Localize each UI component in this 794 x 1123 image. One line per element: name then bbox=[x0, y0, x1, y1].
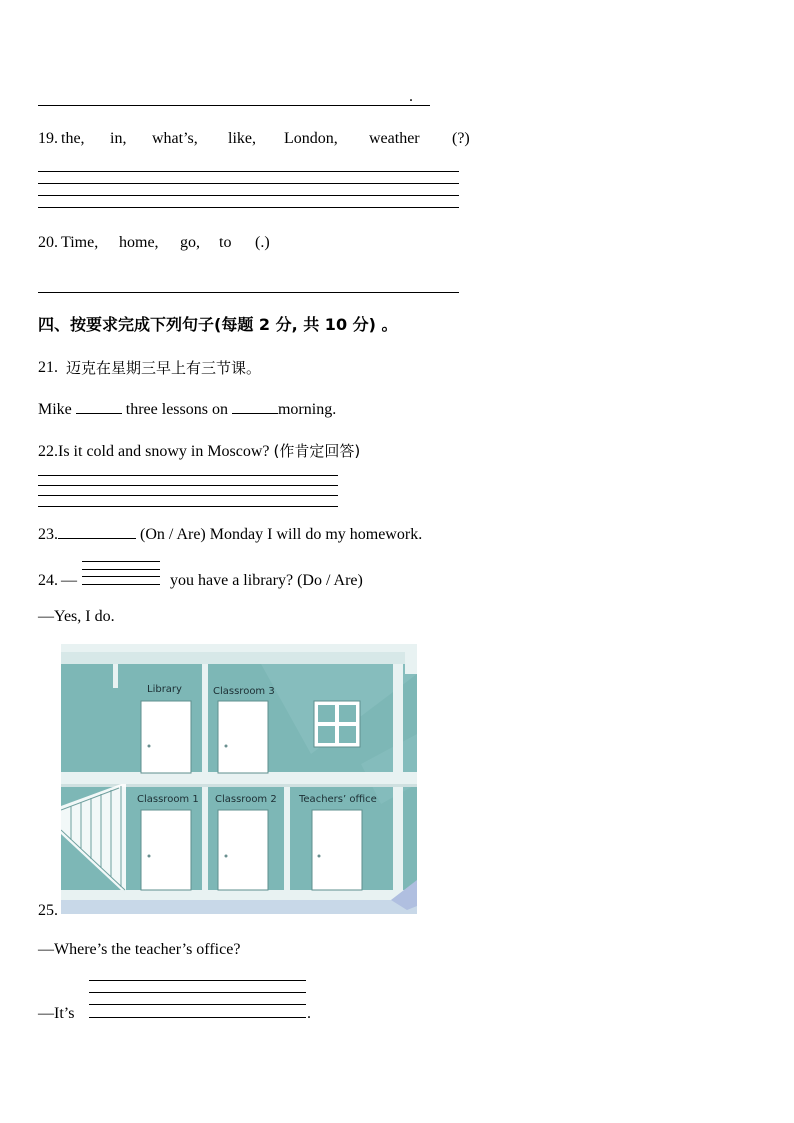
room-label-library: Library bbox=[147, 684, 182, 695]
q22-question bbox=[38, 441, 360, 462]
q25-answer-line[interactable] bbox=[89, 1017, 306, 1018]
q22-answer-line[interactable] bbox=[38, 475, 338, 476]
q25-answer-line[interactable] bbox=[89, 992, 306, 993]
q19-word: weather bbox=[369, 130, 420, 147]
teachers-office-door bbox=[312, 810, 362, 890]
q21-part1: Mike bbox=[38, 401, 72, 418]
q21-blank-2[interactable] bbox=[232, 399, 278, 414]
classroom-2-door bbox=[218, 810, 268, 890]
q22-number: 22. bbox=[38, 443, 58, 460]
q24-answer: —Yes, I do. bbox=[38, 608, 115, 625]
q24-options: (Do / Are) bbox=[297, 572, 363, 589]
room-label-teachers-office: Teachers’ office bbox=[299, 794, 377, 805]
q22-answer-line[interactable] bbox=[38, 485, 338, 486]
q24-text: you have a library? bbox=[170, 572, 294, 589]
door-knob bbox=[318, 855, 321, 858]
q19-number: 19. bbox=[38, 130, 58, 147]
q19-answer-line[interactable] bbox=[38, 195, 459, 196]
roof-right-post bbox=[405, 652, 417, 674]
room-label-classroom-1: Classroom 1 bbox=[137, 794, 199, 805]
q19-word: (?) bbox=[452, 130, 470, 147]
school-building-drawing bbox=[61, 644, 417, 914]
roof-beam bbox=[61, 644, 417, 652]
classroom-1-door bbox=[141, 810, 191, 890]
q21-part2: three lessons on bbox=[125, 401, 228, 418]
q24-answer-line[interactable] bbox=[82, 584, 160, 585]
q19-answer-line[interactable] bbox=[38, 183, 459, 184]
q21-part3: morning. bbox=[277, 401, 337, 418]
q23-blank[interactable] bbox=[58, 524, 136, 539]
section-heading: 四、按要求完成下列句子(每题 2 分, 共 10 分) 。 bbox=[38, 315, 398, 334]
room-label-classroom-3: Classroom 3 bbox=[213, 686, 275, 697]
library-door bbox=[141, 701, 191, 773]
q20-word: home, bbox=[119, 234, 159, 251]
q24-answer-line[interactable] bbox=[82, 569, 160, 570]
q19-answer-line[interactable] bbox=[38, 207, 459, 208]
q20-word: (.) bbox=[255, 234, 270, 251]
q19-word: the, bbox=[61, 130, 85, 147]
q19-answer-line[interactable] bbox=[38, 171, 459, 172]
q20-word: Time, bbox=[61, 234, 99, 251]
q19-word: what’s, bbox=[152, 130, 198, 147]
q22-answer-line[interactable] bbox=[38, 506, 338, 507]
q20-answer-line[interactable] bbox=[38, 292, 459, 293]
left-pillar-stub bbox=[113, 664, 118, 688]
window-pane bbox=[339, 705, 356, 722]
q19-word: London, bbox=[284, 130, 338, 147]
pillar-lower bbox=[284, 784, 290, 894]
window-pane bbox=[339, 726, 356, 743]
q25-answer-line[interactable] bbox=[89, 980, 306, 981]
q24-answer-line[interactable] bbox=[82, 561, 160, 562]
q25-answer-line[interactable] bbox=[89, 1004, 306, 1005]
window-pane bbox=[318, 705, 335, 722]
q20-word: to bbox=[219, 234, 232, 251]
door-knob bbox=[225, 855, 228, 858]
q24-dash: — bbox=[61, 572, 77, 589]
q18-answer-line[interactable] bbox=[38, 105, 430, 106]
q24-question bbox=[170, 571, 363, 591]
q23-number: 23. bbox=[38, 526, 58, 543]
q19-word: in, bbox=[110, 130, 127, 147]
classroom-3-door bbox=[218, 701, 268, 773]
q25-answer-start: —It’s bbox=[38, 1005, 75, 1022]
floor-slab bbox=[61, 772, 417, 784]
q20-number: 20. bbox=[38, 234, 58, 251]
q25-question: —Where’s the teacher’s office? bbox=[38, 941, 241, 958]
q25-number: 25. bbox=[38, 902, 58, 919]
window-pane bbox=[318, 726, 335, 743]
q24-number: 24. bbox=[38, 572, 58, 589]
q21-sentence bbox=[38, 399, 336, 420]
q24-answer-line[interactable] bbox=[82, 576, 160, 577]
q20-word: go, bbox=[180, 234, 200, 251]
q25-answer-end: . bbox=[307, 1005, 311, 1022]
q19-word: like, bbox=[228, 130, 256, 147]
q23-text: Monday I will do my homework. bbox=[209, 526, 423, 543]
ground-slab bbox=[61, 890, 417, 900]
q23-options: (On / Are) bbox=[140, 526, 206, 543]
q23-question bbox=[38, 524, 422, 545]
q21-chinese-sentence: 迈克在星期三早上有三节课。 bbox=[66, 359, 262, 377]
q22-text: Is it cold and snowy in Moscow? bbox=[58, 443, 270, 460]
q22-answer-line[interactable] bbox=[38, 495, 338, 496]
door-knob bbox=[225, 745, 228, 748]
q21-blank-1[interactable] bbox=[76, 399, 122, 414]
school-building-picture bbox=[61, 644, 417, 914]
door-knob bbox=[148, 855, 151, 858]
q21-number: 21. bbox=[38, 359, 58, 376]
roof-edge bbox=[61, 652, 417, 664]
room-label-classroom-2: Classroom 2 bbox=[215, 794, 277, 805]
q18-end-mark: . bbox=[409, 88, 413, 105]
door-knob bbox=[148, 745, 151, 748]
q22-hint: (作肯定回答) bbox=[273, 442, 361, 460]
